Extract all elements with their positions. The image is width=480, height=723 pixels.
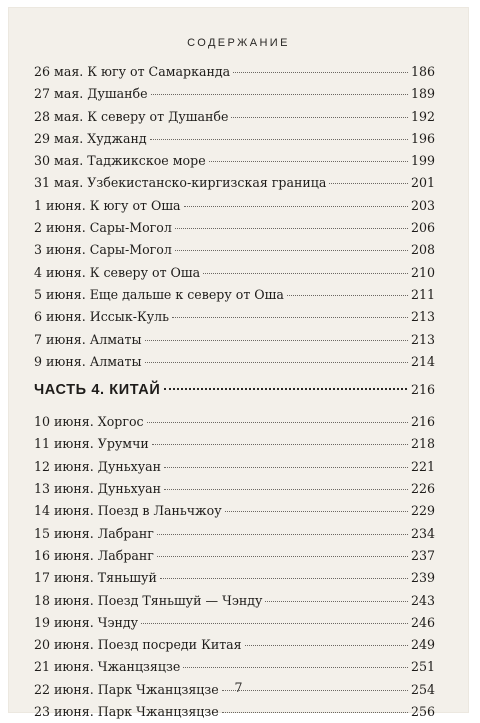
dot-leader	[150, 139, 408, 140]
toc-entry-title: 15 июня. Лабранг	[34, 525, 154, 541]
toc-entry-page-number: 221	[410, 458, 435, 474]
toc-entry	[34, 217, 435, 239]
running-head: СОДЕРЖАНИЕ	[187, 37, 290, 49]
dot-leader	[225, 511, 408, 512]
toc-entry-page-number: 189	[410, 86, 435, 102]
toc-entry	[34, 411, 435, 433]
toc-entry	[34, 433, 435, 455]
toc-entry-title: 2 июня. Сары-Могол	[34, 220, 172, 236]
toc-entry	[34, 195, 435, 217]
toc-entry-title: 19 июня. Чэнду	[34, 614, 139, 630]
toc-entry	[34, 128, 435, 150]
toc-entry-title: 12 июня. Дуньхуан	[34, 458, 162, 474]
toc-entry-page-number: 203	[410, 197, 435, 213]
toc-entry-title: 1 июня. К югу от Оша	[34, 197, 181, 213]
dot-leader	[231, 117, 408, 118]
toc-entry-page-number: 192	[410, 108, 435, 124]
toc-entry	[34, 545, 435, 567]
part-heading	[34, 382, 435, 404]
toc-entry-page-number: 201	[410, 175, 435, 191]
toc-entry-page-number: 208	[410, 242, 435, 258]
toc-entry	[34, 329, 435, 351]
toc-entry-title: 13 июня. Дуньхуан	[34, 481, 162, 497]
toc-entry-title: 9 июня. Алматы	[34, 353, 142, 369]
toc-entry	[34, 106, 435, 128]
toc-entry-title: 31 мая. Узбекистанско-киргизская граница	[34, 175, 327, 191]
toc-entry	[34, 656, 435, 678]
toc-entry-page-number: 206	[410, 220, 435, 236]
toc-entry-title: 22 июня. Парк Чжанцзяцзе	[34, 681, 219, 697]
toc-entry-page-number: 186	[410, 64, 435, 79]
dot-leader	[265, 601, 408, 602]
toc-list-before	[34, 61, 435, 373]
toc-entry-page-number: 213	[410, 309, 435, 325]
toc-entry-page-number: 226	[410, 481, 435, 497]
toc-entry	[34, 567, 435, 589]
toc-entry-page-number: 216	[410, 414, 435, 430]
dot-leader	[329, 183, 408, 184]
dot-leader	[157, 534, 408, 535]
dot-leader	[147, 422, 408, 423]
toc-entry-page-number: 213	[410, 331, 435, 347]
toc-entry	[34, 456, 435, 478]
toc-entry-title: 4 июня. К северу от Оша	[34, 264, 201, 280]
toc-entry	[34, 262, 435, 284]
toc-entry-page-number: 234	[410, 525, 435, 541]
book-page	[9, 8, 468, 720]
dot-leader	[145, 340, 408, 341]
dot-leader	[172, 317, 408, 318]
toc-entry	[34, 172, 435, 194]
dot-leader	[141, 623, 408, 624]
toc-entry-title: 27 мая. Душанбе	[34, 86, 148, 102]
toc-entry-title: 23 июня. Парк Чжанцзяцзе	[34, 704, 219, 720]
toc-entry-title: 10 июня. Хоргос	[34, 414, 144, 430]
toc-entry-title: 3 июня. Сары-Могол	[34, 242, 172, 258]
toc-entry-title: 16 июня. Лабранг	[34, 547, 154, 563]
toc-entry	[34, 590, 435, 612]
toc-entry-title: 21 июня. Чжанцзяцзе	[34, 659, 181, 675]
dot-leader	[151, 94, 408, 95]
toc-entry-page-number: 210	[410, 264, 435, 280]
toc-entry	[34, 239, 435, 261]
dot-leader	[233, 72, 408, 73]
toc-entry-page-number: 256	[410, 704, 435, 720]
toc-entry-page-number: 246	[410, 614, 435, 630]
toc-entry-title: 7 июня. Алматы	[34, 331, 142, 347]
dot-leader	[209, 161, 408, 162]
toc-entry-page-number: 229	[410, 503, 435, 519]
dot-leader	[175, 228, 408, 229]
toc-entry	[34, 150, 435, 172]
toc-entry	[34, 284, 435, 306]
toc-entry-page-number: 251	[410, 659, 435, 675]
toc-entry	[34, 523, 435, 545]
toc-entry-title: 14 июня. Поезд в Ланьчжоу	[34, 503, 222, 519]
toc-entry-title: 30 мая. Таджикское море	[34, 153, 206, 169]
toc-entry-title: 6 июня. Иссык-Куль	[34, 309, 169, 325]
dot-leader	[184, 206, 408, 207]
toc-entry-title: 28 мая. К северу от Душанбе	[34, 108, 229, 124]
toc-entry-page-number: 218	[410, 436, 435, 452]
toc-entry-page-number: 196	[410, 130, 435, 146]
toc-entry-title: 5 июня. Еще дальше к северу от Оша	[34, 286, 284, 302]
toc-entry	[34, 634, 435, 656]
dot-leader	[145, 362, 408, 363]
toc-entry	[34, 500, 435, 522]
dot-leader	[160, 578, 408, 579]
dot-leader	[164, 467, 408, 468]
dot-leader	[164, 388, 407, 390]
toc-entry-page-number: 214	[410, 353, 435, 369]
toc-entry	[34, 61, 435, 83]
toc-entry-title: 29 мая. Худжанд	[34, 130, 147, 146]
page-number: 7	[234, 680, 243, 695]
toc-entry-page-number: 249	[410, 637, 435, 653]
part-title: ЧАСТЬ 4. КИТАЙ	[34, 382, 161, 399]
toc-entry-title: 11 июня. Урумчи	[34, 436, 149, 452]
toc-entry-page-number: 243	[410, 592, 435, 608]
dot-leader	[287, 295, 408, 296]
toc-list-after	[34, 411, 435, 723]
toc-entry	[34, 83, 435, 105]
toc-entry	[34, 478, 435, 500]
toc-entry-page-number: 211	[410, 286, 435, 302]
toc-entry-page-number: 254	[410, 681, 435, 697]
toc-entry-title: 26 мая. К югу от Самарканда	[34, 64, 231, 79]
toc-entry-page-number: 199	[410, 153, 435, 169]
toc-entry-page-number: 237	[410, 547, 435, 563]
toc-entry-title: 20 июня. Поезд посреди Китая	[34, 637, 242, 653]
dot-leader	[183, 667, 408, 668]
toc-entry	[34, 306, 435, 328]
toc-entry-title: 18 июня. Поезд Тяньшуй — Чэнду	[34, 592, 263, 608]
dot-leader	[152, 444, 408, 445]
toc-entry-page-number: 239	[410, 570, 435, 586]
part-page-number: 216	[410, 382, 435, 398]
toc-entry-title: 17 июня. Тяньшуй	[34, 570, 157, 586]
table-of-contents	[34, 61, 435, 723]
toc-entry	[34, 612, 435, 634]
dot-leader	[164, 489, 408, 490]
toc-entry	[34, 351, 435, 373]
dot-leader	[203, 273, 408, 274]
dot-leader	[175, 250, 408, 251]
dot-leader	[157, 556, 408, 557]
dot-leader	[222, 712, 408, 713]
dot-leader	[245, 645, 408, 646]
